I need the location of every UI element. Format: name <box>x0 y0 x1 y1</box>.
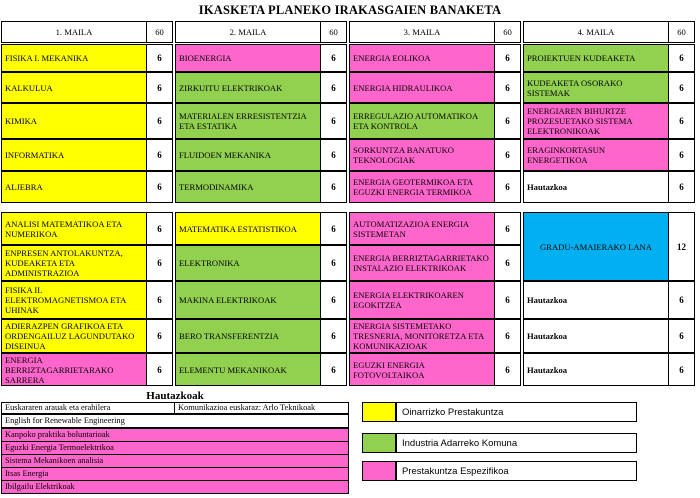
course-name: FISIKA I. MEKANIKA <box>1 44 147 72</box>
legend-label: Prestakuntza Espezifikoa <box>396 461 637 481</box>
course-name: TERMODINAMIKA <box>175 171 321 203</box>
course-name: MATERIALEN ERRESISTENTZIA ETA ESTATIKA <box>175 103 321 139</box>
course-credits: 6 <box>668 353 695 386</box>
course-credits: 6 <box>146 281 173 319</box>
course-name: ENERGIA EOLIKOA <box>349 44 495 72</box>
course-credits: 6 <box>320 319 347 353</box>
course-name: Hautazkoa <box>523 319 669 353</box>
course-credits: 6 <box>320 212 347 245</box>
course-name: ENERGIAREN BIHURTZE PROZESUETAKO SISTEMA ELEKTRONIKOAK <box>523 103 669 139</box>
course-credits: 6 <box>146 72 173 103</box>
course-credits: 6 <box>494 103 521 139</box>
course-credits: 6 <box>146 353 173 386</box>
course-name: ENERGIA BERRIZTAGARRIETARAKO SARRERA <box>1 353 147 386</box>
course-credits: 6 <box>320 44 347 72</box>
legend-label: Oinarrizko Prestakuntza <box>396 402 637 422</box>
course-name: KALKULUA <box>1 72 147 103</box>
legend-label: Industria Adarreko Komuna <box>396 433 637 453</box>
hautazkoa-item: English for Renewable Engineering <box>1 414 349 428</box>
course-credits: 6 <box>494 319 521 353</box>
course-credits: 6 <box>146 44 173 72</box>
course-credits: 6 <box>668 103 695 139</box>
course-credits: 6 <box>146 319 173 353</box>
course-name: ENERGIA GEOTERMIKOA ETA EGUZKI ENERGIA TERMIKOA <box>349 171 495 203</box>
course-credits: 6 <box>146 245 173 281</box>
course-name: GRADU-AMAIERAKO LANA <box>523 212 669 281</box>
course-credits: 6 <box>668 171 695 203</box>
course-credits: 6 <box>320 139 347 171</box>
hautazkoa-item: Itsas Energia <box>1 467 349 481</box>
course-name: ENERGIA HIDRAULIKOA <box>349 72 495 103</box>
course-credits: 6 <box>146 171 173 203</box>
course-name: Hautazkoa <box>523 281 669 319</box>
course-credits: 6 <box>494 72 521 103</box>
course-name: BERO TRANSFERENTZIA <box>175 319 321 353</box>
legend-swatch <box>362 433 396 453</box>
column-header: 4. MAILA <box>523 21 669 43</box>
hautazkoa-item: Euskararen arauak eta erabilera <box>1 402 175 414</box>
page-title: IKASKETA PLANEKO IRAKASGAIEN BANAKETA <box>198 3 502 17</box>
hautazkoak-title: Hautazkoak <box>146 390 204 402</box>
hautazkoa-item: Kanpoko praktika boluntarioak <box>1 428 349 442</box>
course-credits: 6 <box>668 139 695 171</box>
legend-swatch <box>362 461 396 481</box>
course-credits: 6 <box>320 103 347 139</box>
course-name: ENERGIA ELEKTRIKOAREN EGOKITZEA <box>349 281 495 319</box>
course-credits: 6 <box>494 171 521 203</box>
course-name: Hautazkoa <box>523 353 669 386</box>
course-credits: 6 <box>494 245 521 281</box>
course-name: ERAGINKORTASUN ENERGETIKOA <box>523 139 669 171</box>
course-name: ENERGIA SISTEMETAKO TRESNERIA, MONITORETZA ETA KOMUNIKAZIOAK <box>349 319 495 353</box>
course-name: INFORMATIKA <box>1 139 147 171</box>
course-credits: 6 <box>320 281 347 319</box>
hautazkoa-item: Sistema Mekanikoen analisia <box>1 454 349 468</box>
column-credits-header: 60 <box>320 21 347 43</box>
column-header: 3. MAILA <box>349 21 495 43</box>
course-name: AUTOMATIZAZIOA ENERGIA SISTEMETAN <box>349 212 495 245</box>
column-credits-header: 60 <box>668 21 695 43</box>
hautazkoa-item: Komunikazioa euskaraz: Arlo Teknikoak <box>174 402 349 414</box>
column-header: 1. MAILA <box>1 21 147 43</box>
course-name: ADIERAZPEN GRAFIKOA ETA ORDENGAILUZ LAGUNDUTAKO DISEINUA <box>1 319 147 353</box>
course-credits: 6 <box>494 281 521 319</box>
course-credits: 6 <box>146 103 173 139</box>
course-name: ENERGIA BERRIZTAGARRIETAKO INSTALAZIO ELEKTRIKOAK <box>349 245 495 281</box>
course-name: FISIKA II. ELEKTROMAGNETISMOA ETA UHINAK <box>1 281 147 319</box>
column-credits-header: 60 <box>494 21 521 43</box>
course-name: MATEMATIKA ESTATISTIKOA <box>175 212 321 245</box>
course-name: ELEMENTU MEKANIKOAK <box>175 353 321 386</box>
course-credits: 6 <box>146 212 173 245</box>
column-header: 2. MAILA <box>175 21 321 43</box>
course-credits: 6 <box>494 212 521 245</box>
course-name: ALJEBRA <box>1 171 147 203</box>
course-credits: 6 <box>146 139 173 171</box>
course-name: KIMIKA <box>1 103 147 139</box>
hautazkoa-item: Ibilgailu Elektrikoak <box>1 480 349 494</box>
course-name: ZIRKUITU ELEKTRIKOAK <box>175 72 321 103</box>
course-name: PROIEKTUEN KUDEAKETA <box>523 44 669 72</box>
hautazkoa-item: Eguzki Energia Termoelektrikoa <box>1 441 349 455</box>
course-name: EGUZKI ENERGIA FOTOVOLTAIKOA <box>349 353 495 386</box>
course-name: BIOENERGIA <box>175 44 321 72</box>
course-credits: 12 <box>668 212 695 281</box>
column-credits-header: 60 <box>146 21 173 43</box>
course-name: Hautazkoa <box>523 171 669 203</box>
course-credits: 6 <box>494 139 521 171</box>
course-credits: 6 <box>320 72 347 103</box>
course-name: ANALISI MATEMATIKOA ETA NUMERIKOA <box>1 212 147 245</box>
course-credits: 6 <box>668 319 695 353</box>
course-credits: 6 <box>668 281 695 319</box>
course-name: ENPRESEN ANTOLAKUNTZA, KUDEAKETA ETA ADMINISTRAZIOA <box>1 245 147 281</box>
course-credits: 6 <box>320 353 347 386</box>
course-credits: 6 <box>668 44 695 72</box>
course-name: FLUIDOEN MEKANIKA <box>175 139 321 171</box>
course-name: SORKUNTZA BANATUKO TEKNOLOGIAK <box>349 139 495 171</box>
course-credits: 6 <box>494 44 521 72</box>
course-name: KUDEAKETA OSORAKO SISTEMAK <box>523 72 669 103</box>
course-credits: 6 <box>668 72 695 103</box>
course-name: ERREGULAZIO AUTOMATIKOA ETA KONTROLA <box>349 103 495 139</box>
legend-swatch <box>362 402 396 422</box>
course-credits: 6 <box>494 353 521 386</box>
course-credits: 6 <box>320 245 347 281</box>
course-name: ELEKTRONIKA <box>175 245 321 281</box>
course-name: MAKINA ELEKTRIKOAK <box>175 281 321 319</box>
course-credits: 6 <box>320 171 347 203</box>
